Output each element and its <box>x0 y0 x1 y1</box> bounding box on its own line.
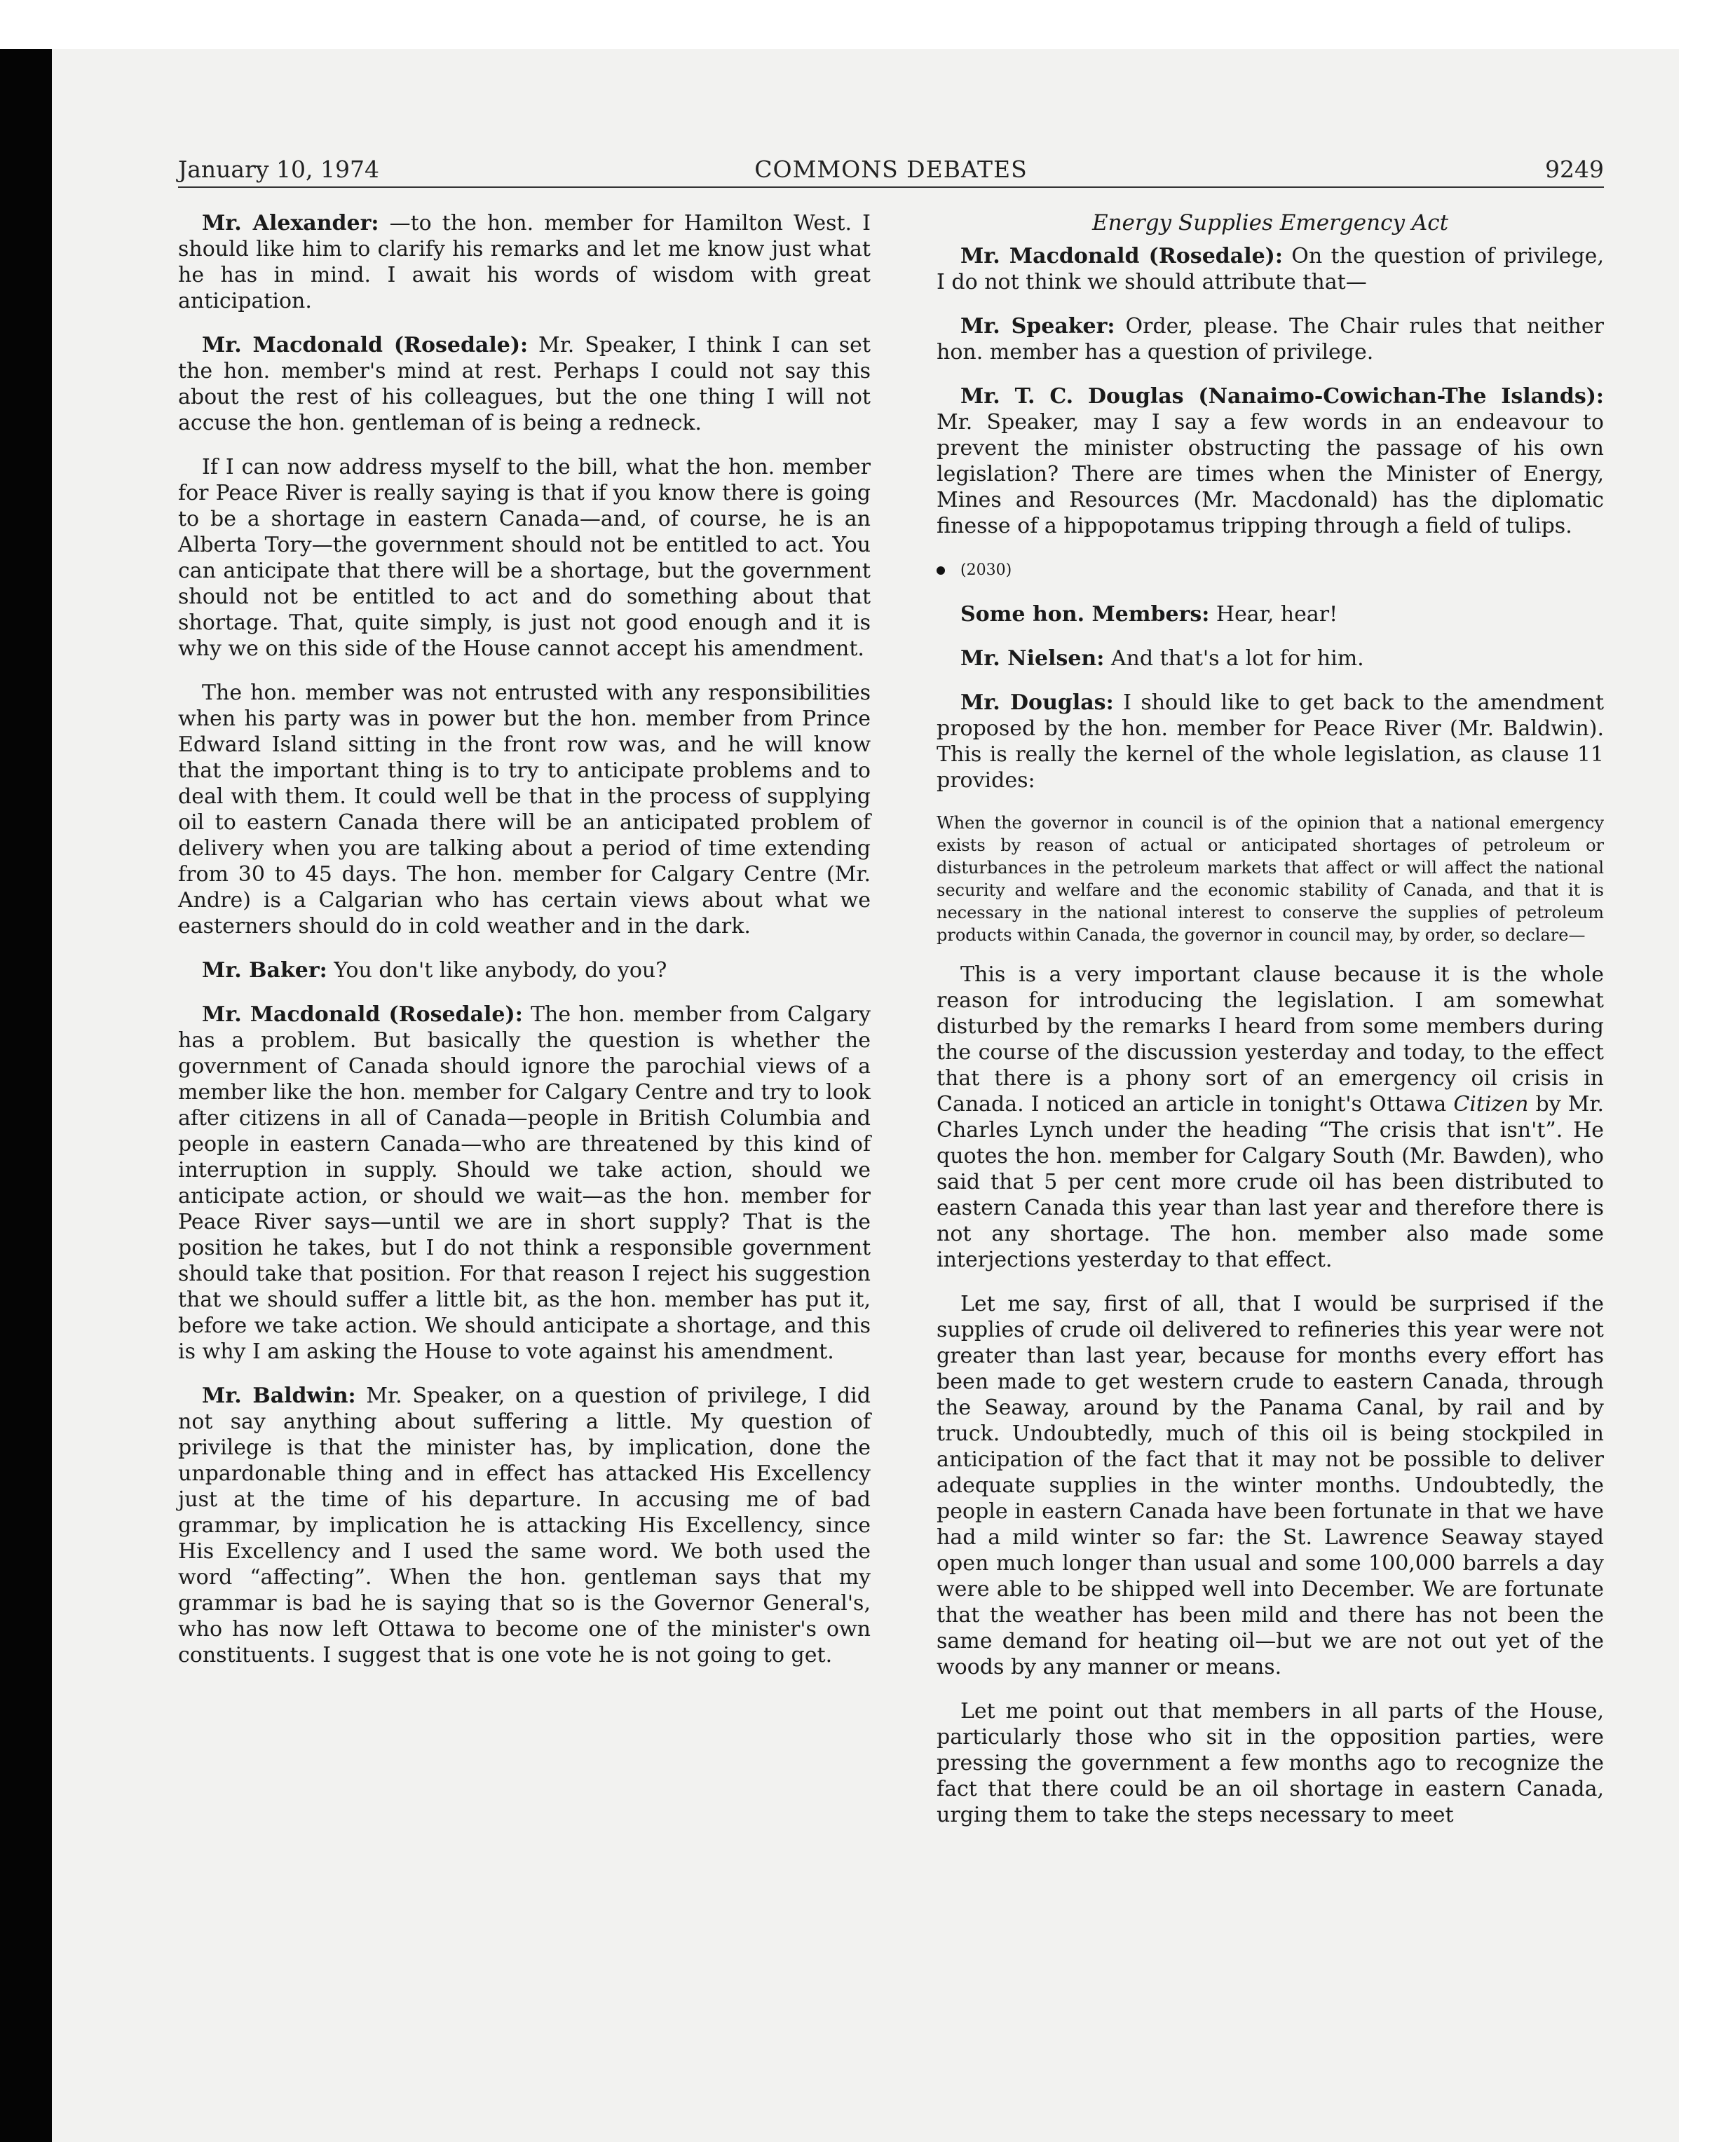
speaker-name: Mr. Douglas: <box>960 690 1114 715</box>
paragraph <box>178 210 871 314</box>
speaker-name: Mr. Macdonald (Rosedale): <box>202 1002 523 1027</box>
speech-text: If I can now address myself to the bill, what the hon. member for Peace River is really saying is that if you know there is going to be a shortage in eastern Canada—and, of course, he is an Alberta Tory—the government should not be entitled to act. You can anticipate that there will be a shortage, but the government should not be entitled to act and do something about that shortage. That, quite simply, is just not good enough and it is why we on this side of the House cannot accept his amendment. <box>178 455 871 661</box>
time-marker <box>937 557 1604 583</box>
speaker-name: Mr. Macdonald (Rosedale): <box>202 333 529 357</box>
bullet-icon <box>937 566 945 575</box>
paragraph <box>178 1002 871 1365</box>
paragraph <box>937 313 1604 365</box>
header-rule <box>178 186 1604 188</box>
left-column <box>178 210 871 1686</box>
paragraph <box>937 383 1604 539</box>
speaker-name: Mr. Nielsen: <box>960 646 1105 671</box>
paragraph <box>178 680 871 939</box>
header-date: January 10, 1974 <box>178 156 379 183</box>
speech-text: —to the hon. member for Hamilton West. I should like him to clarify his remarks and let me know just what he has in mind. I await his words of wisdom with great anticipation. <box>178 211 871 313</box>
newspaper-name: Citizen <box>1453 1092 1529 1117</box>
paragraph <box>937 1291 1604 1680</box>
speech-text: And that's a lot for him. <box>1104 646 1364 671</box>
right-column <box>937 210 1604 1846</box>
paragraph <box>178 454 871 662</box>
speech-text: On the question of privilege, I do not think we should attribute that— <box>937 244 1604 294</box>
paragraph <box>178 332 871 436</box>
page-header <box>178 156 1604 188</box>
speech-text: Let me point out that members in all parts of the House, particularly those who sit in the opposition parties, were pressing the government a few months ago to recognize the fact that there could be an oil shortage in eastern Canada, urging them to take the steps necessary to meet <box>937 1699 1604 1827</box>
paragraph <box>937 646 1604 671</box>
speaker-name: Mr. Baldwin: <box>202 1384 356 1408</box>
speech-text: Mr. Speaker, may I say a few words in an endeavour to prevent the minister obstructing the passage of his own legislation? There are times when the Minister of Energy, Mines and Resources (Mr. Macdonald) has the diplomatic finesse of a hippopotamus tripping through a field of tulips. <box>937 410 1604 538</box>
speech-text: by Mr. Charles Lynch under the heading “The crisis that isn't”. He quotes the hon. member for Calgary South (Mr. Bawden), who said that 5 per cent more crude oil has been distributed to eastern Canada this year than last year and therefore there is not any shortage. The hon. member also made some interjections yesterday to that effect. <box>937 1092 1605 1272</box>
speech-text: I should like to get back to the amendment proposed by the hon. member for Peace River (Mr. Baldwin). This is really the kernel of the whole legislation, as clause 11 provides: <box>937 690 1604 793</box>
speaker-name: Mr. Baker: <box>202 958 327 983</box>
header-page-number: 9249 <box>1545 156 1604 183</box>
speech-text: Mr. Speaker, I think I can set the hon. member's mind at rest. Perhaps I could not say this about the rest of his colleagues, but the one thing I will not accuse the hon. gentleman of is being a redneck. <box>178 333 871 435</box>
time-marker-text: (2030) <box>960 561 1012 579</box>
speaker-name: Mr. Speaker: <box>960 314 1115 339</box>
speaker-name: Mr. Alexander: <box>202 211 379 236</box>
paragraph <box>178 1383 871 1668</box>
speech-text: The hon. member from Calgary has a problem. But basically the question is whether the government of Canada should ignore the parochial views of a member like the hon. member for Calgary Centre and try to look after citizens in all of Canada—people in British Columbia and people in eastern Canada—who are threatened by this kind of interruption in supply. Should we take action, should we anticipate action, or should we wait—as the hon. member for Peace River says—until we are in short supply? That is the position he takes, but I do not think a responsible government should take that position. For that reason I reject his suggestion that we should suffer a little bit, as the hon. member has put it, before we take action. We should anticipate a shortage, and this is why I am asking the House to vote against his amendment. <box>178 1002 871 1364</box>
speaker-name: Mr. Macdonald (Rosedale): <box>960 244 1283 268</box>
speech-text: Let me say, first of all, that I would be surprised if the supplies of crude oil delivered to refineries this year were not greater than last year, because for months every effort has been made to get western crude to eastern Canada, through the Seaway, around by the Panama Canal, by rail and by truck. Undoubtedly, much of this oil is being stockpiled in anticipation of the fact that it may not be possible to deliver adequate supplies in the winter months. Undoubtedly, the people in eastern Canada have been fortunate in that we have had a mild winter so far: the St. Lawrence Seaway stayed open much longer than usual and some 100,000 barrels a day were able to be shipped well into December. We are fortunate that the weather has been mild and there has not been the same demand for heating oil—but we are not out yet of the woods by any manner or means. <box>937 1292 1604 1679</box>
speech-text: The hon. member was not entrusted with any responsibilities when his party was in power but the hon. member from Prince Edward Island sitting in the front row was, and he will know that the important thing is to try to anticipate problems and to deal with them. It could well be that in the process of supplying oil to eastern Canada there will be an anticipated problem of delivery when you are talking about a period of time extending from 30 to 45 days. The hon. member for Calgary Centre (Mr. Andre) is a Calgarian who has certain views about what we easterners should do in cold weather and in the dark. <box>178 681 871 939</box>
scan-edge <box>0 49 52 2142</box>
paragraph <box>937 601 1604 627</box>
speech-text: You don't like anybody, do you? <box>327 958 667 983</box>
speech-text: Order, please. The Chair rules that neither hon. member has a question of privilege. <box>937 314 1604 364</box>
speech-text: This is a very important clause because it is the whole reason for introducing the legislation. I am somewhat disturbed by the remarks I heard from some members during the course of the discussion yesterday and today, to the effect that there is a phony sort of an emergency oil crisis in Canada. I noticed an article in tonight's Ottawa <box>937 962 1604 1117</box>
paragraph <box>937 690 1604 793</box>
speaker-name: Mr. T. C. Douglas (Nanaimo-Cowichan-The Islands): <box>960 384 1604 409</box>
speech-text: Mr. Speaker, on a question of privilege, I did not say anything about suffering a little. My question of privilege is that the minister has, by implication, done the unpardonable thing and in effect has attacked His Excellency just at the time of his departure. In accusing me of bad grammar, by implication he is attacking His Excellency, since His Excellency and I used the same word. We both used the word “affecting”. When the hon. gentleman says that my grammar is bad he is saying that so is the Governor General's, who has now left Ottawa to become one of the minister's own constituents. I suggest that is one vote he is not going to get. <box>178 1384 871 1667</box>
paragraph <box>937 243 1604 295</box>
paragraph <box>178 957 871 983</box>
header-title: COMMONS DEBATES <box>754 156 1028 183</box>
speech-text: Hear, hear! <box>1209 602 1338 627</box>
clause-quote: When the governor in council is of the opinion that a national emergency exists by reason of actual or anticipated shortages of petroleum or disturbances in the petroleum markets that affect or will affect the national security and welfare and the economic stability of Canada, and that it is necessary in the national interest to conserve the supplies of petroleum products within Canada, the governor in council may, by order, so declare— <box>937 813 1604 945</box>
speaker-name: Some hon. Members: <box>960 602 1210 627</box>
section-title: Energy Supplies Emergency Act <box>1091 210 1449 236</box>
paragraph <box>937 1698 1604 1828</box>
paragraph <box>937 962 1604 1273</box>
